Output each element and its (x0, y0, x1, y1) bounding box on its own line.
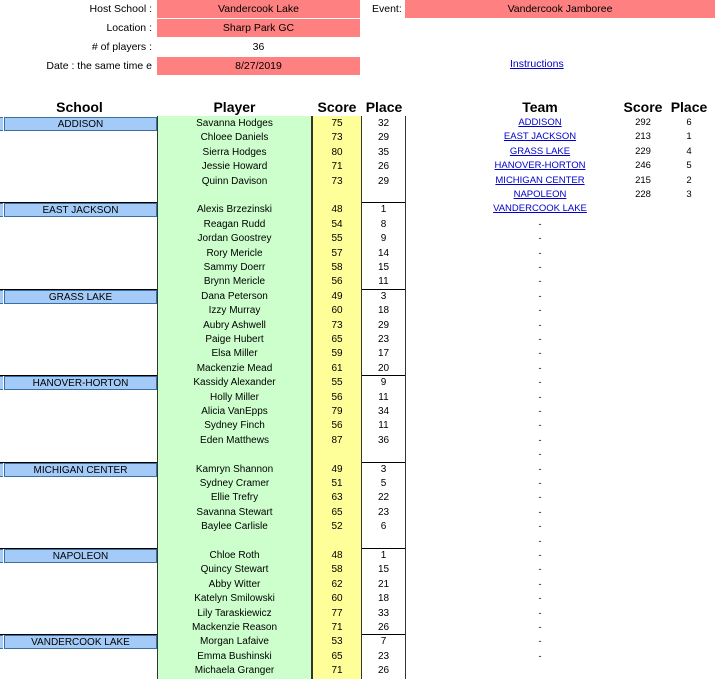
player-name[interactable]: Morgan Lafaive (200, 636, 269, 648)
player-name[interactable]: Holly Miller (210, 391, 259, 403)
player-place: 11 (378, 276, 389, 288)
player-place: 23 (377, 506, 390, 518)
host-school-field[interactable]: Vandercook Lake (157, 0, 360, 18)
player-place: 34 (377, 406, 390, 417)
team-place: 6 (686, 117, 692, 128)
player-place: 20 (377, 362, 390, 374)
team-link[interactable]: MICHIGAN CENTER (495, 174, 585, 186)
player-place: 29 (377, 132, 390, 144)
player-score[interactable]: 56 (331, 276, 343, 288)
school-name-cell[interactable]: ADDISON (4, 117, 157, 131)
empty-team-slot: - (538, 449, 542, 460)
place-column-border (405, 289, 406, 376)
empty-team-slot: - (538, 521, 542, 532)
player-score[interactable]: 73 (331, 175, 343, 187)
date-label: Date : the same time e (46, 60, 152, 72)
team-score-column-header: Score (623, 99, 663, 115)
player-place: 29 (377, 319, 390, 331)
team-place: 3 (686, 189, 692, 200)
player-score[interactable]: 75 (331, 118, 343, 129)
player-name[interactable]: Ellie Trefry (210, 492, 259, 504)
player-name[interactable]: Brynn Mericle (203, 276, 266, 288)
player-name[interactable]: Elsa Miller (211, 348, 258, 360)
empty-team-slot: - (538, 578, 542, 589)
school-name-cell[interactable]: EAST JACKSON (4, 203, 157, 217)
empty-team-slot: - (538, 348, 542, 359)
player-name[interactable] (157, 189, 312, 203)
player-place: 3 (380, 463, 387, 475)
player-score[interactable]: 65 (331, 650, 343, 662)
player-name[interactable]: Mackenzie Mead (196, 362, 273, 374)
location-label: Location : (106, 22, 152, 34)
team-score: 292 (635, 117, 651, 128)
player-place: 18 (377, 305, 390, 317)
player-place: 26 (377, 161, 390, 173)
empty-team-slot: - (538, 593, 542, 604)
player-score[interactable]: 48 (331, 550, 343, 561)
empty-team-slot: - (538, 247, 542, 258)
player-place: 3 (380, 290, 387, 302)
player-place: 23 (377, 334, 390, 345)
team-score: 246 (635, 160, 651, 172)
empty-team-slot: - (538, 420, 542, 431)
host-school-label: Host School : (89, 3, 152, 15)
player-name[interactable]: Alicia VanEpps (201, 406, 268, 417)
team-link[interactable]: ADDISON (518, 117, 562, 128)
team-link[interactable]: NAPOLEON (513, 189, 567, 200)
player-score[interactable]: 59 (331, 348, 343, 360)
place-column-border (405, 462, 406, 549)
player-score[interactable] (312, 189, 362, 203)
players-count-value: 36 (252, 41, 265, 53)
event-label: Event: (372, 3, 402, 15)
school-name-cell[interactable]: MICHIGAN CENTER (4, 463, 157, 477)
player-score[interactable]: 55 (331, 377, 343, 389)
player-place (362, 535, 405, 549)
school-row-stub (0, 635, 3, 649)
team-place: 2 (686, 174, 692, 186)
player-score[interactable]: 49 (331, 463, 343, 475)
player-place: 7 (380, 636, 387, 648)
player-name[interactable]: Chloee Daniels (200, 132, 269, 144)
player-score[interactable]: 60 (331, 305, 343, 317)
player-name[interactable]: Jessie Howard (201, 161, 268, 173)
player-place: 18 (377, 593, 390, 605)
team-score (620, 202, 666, 216)
player-name[interactable]: Sydney Cramer (199, 478, 270, 489)
player-name[interactable]: Sierra Hodges (202, 146, 267, 158)
place-column-border (405, 634, 406, 678)
player-score[interactable]: 57 (331, 247, 343, 259)
player-place: 33 (377, 607, 390, 619)
empty-team-slot: - (538, 434, 542, 445)
player-name[interactable] (157, 535, 312, 549)
player-place: 15 (377, 262, 390, 273)
player-place: 9 (380, 233, 387, 245)
empty-team-slot: - (538, 564, 542, 575)
player-place: 29 (377, 175, 390, 187)
player-score[interactable]: 48 (331, 204, 343, 216)
empty-team-slot: - (538, 406, 542, 416)
player-place: 15 (377, 564, 390, 576)
team-place-column-header: Place (670, 99, 708, 115)
empty-team-slot: - (538, 478, 542, 488)
player-place: 11 (378, 391, 389, 403)
empty-team-slot: - (538, 334, 542, 344)
player-place: 23 (377, 650, 390, 662)
player-name[interactable]: Kamryn Shannon (195, 463, 274, 475)
empty-team-slot: - (538, 233, 542, 244)
player-score[interactable]: 55 (331, 233, 343, 245)
player-score[interactable]: 61 (331, 362, 343, 374)
school-name-cell[interactable]: VANDERCOOK LAKE (4, 635, 157, 649)
team-place: 1 (686, 131, 692, 143)
school-row-stub (0, 290, 3, 304)
school-row-stub (0, 376, 3, 390)
place-column-border (405, 548, 406, 635)
player-place: 26 (377, 622, 390, 633)
player-name[interactable]: Mackenzie Reason (191, 622, 278, 633)
player-place: 32 (377, 118, 390, 129)
player-name[interactable]: Dana Peterson (201, 290, 268, 302)
empty-team-slot: - (538, 276, 542, 287)
place-column-border (405, 202, 406, 289)
player-name[interactable]: Baylee Carlisle (201, 521, 268, 533)
player-place: 36 (377, 434, 390, 446)
team-column-header: Team (522, 99, 558, 115)
player-place (362, 189, 405, 203)
team-score: 215 (635, 174, 651, 186)
player-score[interactable]: 87 (331, 434, 343, 446)
player-name[interactable]: Sammy Doerr (203, 262, 266, 273)
player-score[interactable]: 62 (331, 578, 343, 590)
player-name[interactable]: Chloe Roth (209, 550, 260, 561)
empty-team-slot: - (538, 636, 542, 647)
players-count-label: # of players : (91, 41, 152, 53)
team-score: 228 (635, 189, 651, 200)
place-column-header: Place (365, 99, 403, 115)
empty-team-slot: - (538, 463, 542, 474)
player-score[interactable]: 80 (331, 146, 343, 158)
school-column-header: School (56, 99, 103, 115)
empty-team-slot: - (538, 218, 542, 229)
player-name[interactable]: Rory Mericle (206, 247, 263, 259)
player-score[interactable]: 73 (331, 132, 343, 144)
date-field[interactable]: 8/27/2019 (157, 57, 360, 75)
team-link[interactable]: GRASS LAKE (509, 145, 571, 157)
player-score[interactable]: 51 (331, 478, 343, 489)
player-name[interactable]: Eden Matthews (200, 434, 269, 446)
instructions-link[interactable]: Instructions (510, 58, 564, 70)
player-score[interactable]: 73 (331, 319, 343, 331)
player-name[interactable]: Sydney Finch (204, 420, 265, 432)
player-score[interactable]: 58 (331, 262, 343, 273)
team-link[interactable]: EAST JACKSON (503, 131, 577, 143)
empty-team-slot: - (538, 650, 542, 661)
player-score[interactable] (312, 448, 362, 462)
player-name[interactable]: Alexis Brzezinski (196, 204, 273, 216)
player-place: 9 (380, 377, 387, 389)
player-score[interactable]: 65 (331, 506, 343, 518)
event-field[interactable]: Vandercook Jamboree (405, 0, 715, 18)
empty-team-slot: - (538, 305, 542, 316)
empty-team-slot: - (538, 377, 542, 388)
place-column-border (405, 375, 406, 462)
player-score[interactable]: 56 (331, 391, 343, 403)
player-place (362, 448, 405, 462)
score-column-header: Score (317, 99, 357, 115)
player-score[interactable]: 58 (331, 564, 343, 576)
player-name[interactable]: Kassidy Alexander (193, 377, 276, 389)
player-score[interactable]: 60 (331, 593, 343, 605)
team-link[interactable]: HANOVER-HORTON (494, 160, 586, 172)
player-score[interactable]: 79 (331, 406, 343, 417)
empty-team-slot: - (538, 362, 542, 373)
player-score[interactable]: 71 (331, 622, 343, 633)
player-score[interactable]: 49 (331, 290, 343, 302)
player-place: 11 (378, 420, 389, 432)
empty-team-slot: - (538, 622, 542, 632)
team-score: 213 (635, 131, 651, 143)
player-name[interactable]: Abby Witter (208, 578, 261, 590)
player-name[interactable]: Quincy Stewart (200, 564, 269, 576)
player-name[interactable] (157, 448, 312, 462)
player-score[interactable]: 52 (331, 521, 343, 533)
player-place: 1 (380, 550, 387, 561)
school-row-stub (0, 463, 3, 477)
player-score[interactable]: 63 (331, 492, 343, 504)
player-name[interactable]: Emma Bushinski (197, 650, 272, 662)
player-name[interactable]: Michaela Granger (194, 665, 275, 677)
player-place: 1 (380, 204, 387, 216)
player-score[interactable]: 77 (331, 607, 343, 619)
empty-team-slot: - (538, 262, 542, 272)
school-name-cell[interactable]: HANOVER-HORTON (4, 376, 157, 390)
player-place: 14 (377, 247, 390, 259)
player-score[interactable]: 56 (331, 420, 343, 432)
player-score[interactable] (312, 535, 362, 549)
player-place: 21 (377, 578, 390, 590)
empty-team-slot: - (538, 535, 542, 546)
player-name[interactable]: Lily Taraskiewicz (197, 607, 272, 619)
player-score[interactable]: 71 (331, 161, 343, 173)
player-place: 35 (377, 146, 390, 158)
team-link[interactable]: VANDERCOOK LAKE (493, 203, 587, 215)
empty-team-slot: - (538, 391, 542, 402)
player-name[interactable]: Quinn Davison (201, 175, 268, 187)
player-score[interactable]: 71 (331, 665, 343, 677)
player-place: 8 (380, 218, 387, 230)
player-score[interactable]: 53 (331, 636, 343, 648)
empty-team-slot: - (538, 319, 542, 330)
player-place: 17 (377, 348, 390, 360)
location-field[interactable]: Sharp Park GC (157, 19, 360, 37)
player-score[interactable]: 65 (331, 334, 343, 345)
team-score: 229 (635, 145, 651, 157)
team-place: 4 (686, 145, 692, 157)
player-name[interactable]: Reagan Rudd (203, 218, 266, 230)
player-place: 22 (377, 492, 390, 504)
player-name[interactable]: Savanna Stewart (196, 506, 273, 518)
empty-team-slot: - (538, 506, 542, 517)
player-name[interactable]: Izzy Murray (208, 305, 261, 317)
player-place: 6 (380, 521, 387, 533)
empty-team-slot: - (538, 290, 542, 301)
school-row-stub (0, 117, 3, 131)
school-row-stub (0, 549, 3, 563)
empty-team-slot: - (538, 492, 542, 503)
school-name-cell[interactable]: GRASS LAKE (4, 290, 157, 304)
player-name[interactable]: Paige Hubert (205, 334, 264, 345)
empty-team-slot: - (538, 607, 542, 618)
player-score[interactable]: 54 (331, 218, 343, 230)
player-place: 5 (380, 478, 387, 489)
empty-team-slot: - (538, 550, 542, 560)
player-place: 26 (377, 665, 390, 677)
player-name[interactable]: Aubry Ashwell (203, 319, 266, 331)
team-place (666, 202, 712, 216)
player-name[interactable]: Savanna Hodges (196, 118, 273, 129)
player-column-header: Player (213, 99, 256, 115)
school-row-stub (0, 203, 3, 217)
school-name-cell[interactable]: NAPOLEON (4, 549, 157, 563)
player-name[interactable]: Jordan Goostrey (197, 233, 272, 245)
place-column-border (405, 116, 406, 203)
team-place: 5 (686, 160, 692, 172)
player-name[interactable]: Katelyn Smilowski (194, 593, 275, 605)
